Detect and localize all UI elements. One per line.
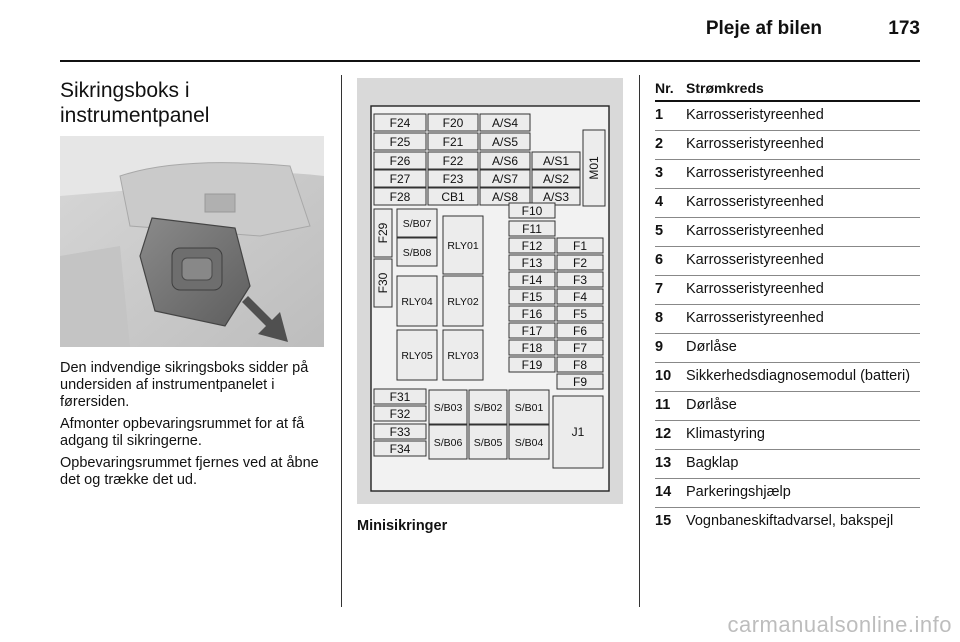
row-number: 4 bbox=[655, 194, 664, 210]
row-number: 3 bbox=[655, 165, 664, 181]
relay-rly02: RLY02 bbox=[447, 296, 479, 308]
row-number: 12 bbox=[655, 426, 672, 442]
table-row bbox=[655, 334, 920, 363]
fuse-as4: A/S4 bbox=[491, 116, 519, 130]
fuse-f30: F30 bbox=[376, 272, 390, 294]
section-title-line2: instrumentpanel bbox=[60, 104, 210, 127]
row-circuit: Karrosseristyreenhed bbox=[686, 107, 824, 123]
watermark: carmanualsonline.info bbox=[727, 612, 952, 637]
fuse-f5: F5 bbox=[572, 307, 588, 321]
table-row bbox=[655, 363, 920, 392]
fuse-as6: A/S6 bbox=[491, 154, 519, 168]
row-circuit: Karrosseristyreenhed bbox=[686, 252, 824, 268]
table-row bbox=[655, 450, 920, 479]
body-text bbox=[60, 360, 326, 494]
fuse-f24: F24 bbox=[389, 116, 411, 130]
row-circuit: Bagklap bbox=[686, 455, 739, 471]
fuse-f28: F28 bbox=[389, 190, 411, 204]
table-row bbox=[655, 421, 920, 450]
table-row bbox=[655, 102, 920, 131]
table-row bbox=[655, 218, 920, 247]
fuse-as3: A/S3 bbox=[542, 190, 570, 204]
fuse-sb04: S/B04 bbox=[514, 437, 544, 449]
relay-rly04: RLY04 bbox=[401, 296, 433, 308]
fuse-f9: F9 bbox=[572, 375, 588, 389]
fuse-sb03: S/B03 bbox=[433, 402, 463, 414]
row-circuit: Klimastyring bbox=[686, 426, 765, 442]
table-row bbox=[655, 508, 920, 536]
fuse-f16: F16 bbox=[521, 307, 543, 321]
fuse-f8: F8 bbox=[572, 358, 588, 372]
paragraph-open: Opbevaringsrummet fjernes ved at åbne det og trække det ud. bbox=[60, 455, 319, 488]
fuse-sb08: S/B08 bbox=[402, 247, 432, 259]
row-number: 8 bbox=[655, 310, 664, 326]
fuse-f15: F15 bbox=[521, 290, 543, 304]
fuse-as2: A/S2 bbox=[542, 172, 570, 186]
fuse-f4: F4 bbox=[572, 290, 588, 304]
relay-rly01: RLY01 bbox=[447, 240, 479, 252]
fuse-f22: F22 bbox=[442, 154, 464, 168]
fuse-f13: F13 bbox=[521, 256, 543, 270]
header-nr: Nr. bbox=[655, 80, 674, 96]
paragraph-location: Den indvendige sikringsboks sidder på undersiden af instrumentpanelet i førersiden. bbox=[60, 360, 309, 410]
row-circuit: Karrosseristyreenhed bbox=[686, 194, 824, 210]
chapter-title: Pleje af bilen bbox=[705, 18, 822, 39]
left-column bbox=[60, 78, 330, 488]
row-circuit: Karrosseristyreenhed bbox=[686, 281, 824, 297]
fuse-f27: F27 bbox=[389, 172, 411, 186]
fuse-f11: F11 bbox=[522, 222, 542, 236]
fuse-sb01: S/B01 bbox=[514, 402, 544, 414]
table-row bbox=[655, 392, 920, 421]
fuse-f6: F6 bbox=[572, 324, 588, 338]
row-circuit: Karrosseristyreenhed bbox=[686, 310, 824, 326]
fuse-diagram bbox=[357, 78, 623, 504]
table-row bbox=[655, 131, 920, 160]
row-circuit: Vognbaneskiftadvarsel, bakspejl bbox=[686, 513, 894, 529]
fuse-sb02: S/B02 bbox=[473, 402, 503, 414]
row-number: 15 bbox=[655, 513, 672, 529]
fuse-m01: M01 bbox=[587, 156, 601, 180]
row-number: 1 bbox=[655, 107, 664, 123]
connector-j1: J1 bbox=[571, 425, 585, 439]
table-row bbox=[655, 479, 920, 508]
relay-rly05: RLY05 bbox=[401, 350, 433, 362]
fuse-sb07: S/B07 bbox=[402, 218, 432, 230]
paragraph-remove: Afmonter opbevaringsrummet for at få adgang til sikringerne. bbox=[60, 416, 305, 449]
table-row bbox=[655, 189, 920, 218]
table-header bbox=[655, 80, 920, 102]
fuse-f29: F29 bbox=[376, 222, 390, 244]
row-circuit: Sikkerhedsdiagnosemodul (batteri) bbox=[686, 368, 911, 384]
fuse-as7: A/S7 bbox=[491, 172, 519, 186]
row-circuit: Dørlåse bbox=[686, 397, 737, 413]
row-circuit: Karrosseristyreenhed bbox=[686, 136, 824, 152]
row-number: 2 bbox=[655, 136, 664, 152]
fuse-as5: A/S5 bbox=[491, 135, 519, 149]
relay-rly03: RLY03 bbox=[447, 350, 479, 362]
fuse-f17: F17 bbox=[521, 324, 543, 338]
fuse-f14: F14 bbox=[521, 273, 543, 287]
fuse-f23: F23 bbox=[442, 172, 464, 186]
fuse-f32: F32 bbox=[389, 407, 411, 421]
row-number: 13 bbox=[655, 455, 672, 471]
glovebox-photo bbox=[60, 136, 324, 347]
row-circuit: Karrosseristyreenhed bbox=[686, 223, 824, 239]
fuse-f21: F21 bbox=[442, 135, 464, 149]
fuse-f10: F10 bbox=[521, 204, 543, 218]
fuse-table bbox=[655, 80, 920, 536]
column-divider-right bbox=[639, 75, 640, 607]
row-number: 11 bbox=[655, 397, 671, 413]
row-number: 10 bbox=[655, 368, 672, 384]
column-divider-left bbox=[341, 75, 342, 607]
row-number: 14 bbox=[655, 484, 672, 500]
fuse-f18: F18 bbox=[521, 341, 543, 355]
fuse-cb1: CB1 bbox=[441, 190, 465, 204]
fuse-f7: F7 bbox=[572, 341, 588, 355]
table-row bbox=[655, 247, 920, 276]
fuse-f31: F31 bbox=[389, 390, 411, 404]
section-title bbox=[60, 78, 330, 128]
table-row bbox=[655, 160, 920, 189]
row-circuit: Karrosseristyreenhed bbox=[686, 165, 824, 181]
fuse-f25: F25 bbox=[389, 135, 411, 149]
table-row bbox=[655, 276, 920, 305]
header-rule bbox=[60, 60, 920, 62]
section-title-line1: Sikringsboks i bbox=[60, 79, 190, 102]
row-number: 7 bbox=[655, 281, 664, 297]
fuse-sb05: S/B05 bbox=[473, 437, 503, 449]
fuse-as1: A/S1 bbox=[542, 154, 570, 168]
page-number: 173 bbox=[888, 18, 920, 39]
row-number: 9 bbox=[655, 339, 664, 355]
row-number: 6 bbox=[655, 252, 664, 268]
fuse-f33: F33 bbox=[389, 425, 411, 439]
fuse-sb06: S/B06 bbox=[433, 437, 463, 449]
diagram-caption: Minisikringer bbox=[357, 518, 448, 534]
row-circuit: Parkeringshjælp bbox=[686, 484, 791, 500]
row-number: 5 bbox=[655, 223, 664, 239]
row-circuit: Dørlåse bbox=[686, 339, 737, 355]
table-row bbox=[655, 305, 920, 334]
header-circuit: Strømkreds bbox=[686, 80, 764, 96]
fuse-f3: F3 bbox=[572, 273, 588, 287]
fuse-f20: F20 bbox=[442, 116, 464, 130]
running-header bbox=[0, 0, 960, 62]
fuse-f26: F26 bbox=[389, 154, 411, 168]
fuse-f2: F2 bbox=[572, 256, 588, 270]
fuse-f1: F1 bbox=[572, 239, 588, 253]
fuse-f19: F19 bbox=[521, 358, 543, 372]
fuse-f34: F34 bbox=[389, 442, 411, 456]
fuse-f12: F12 bbox=[521, 239, 543, 253]
fuse-as8: A/S8 bbox=[491, 190, 519, 204]
